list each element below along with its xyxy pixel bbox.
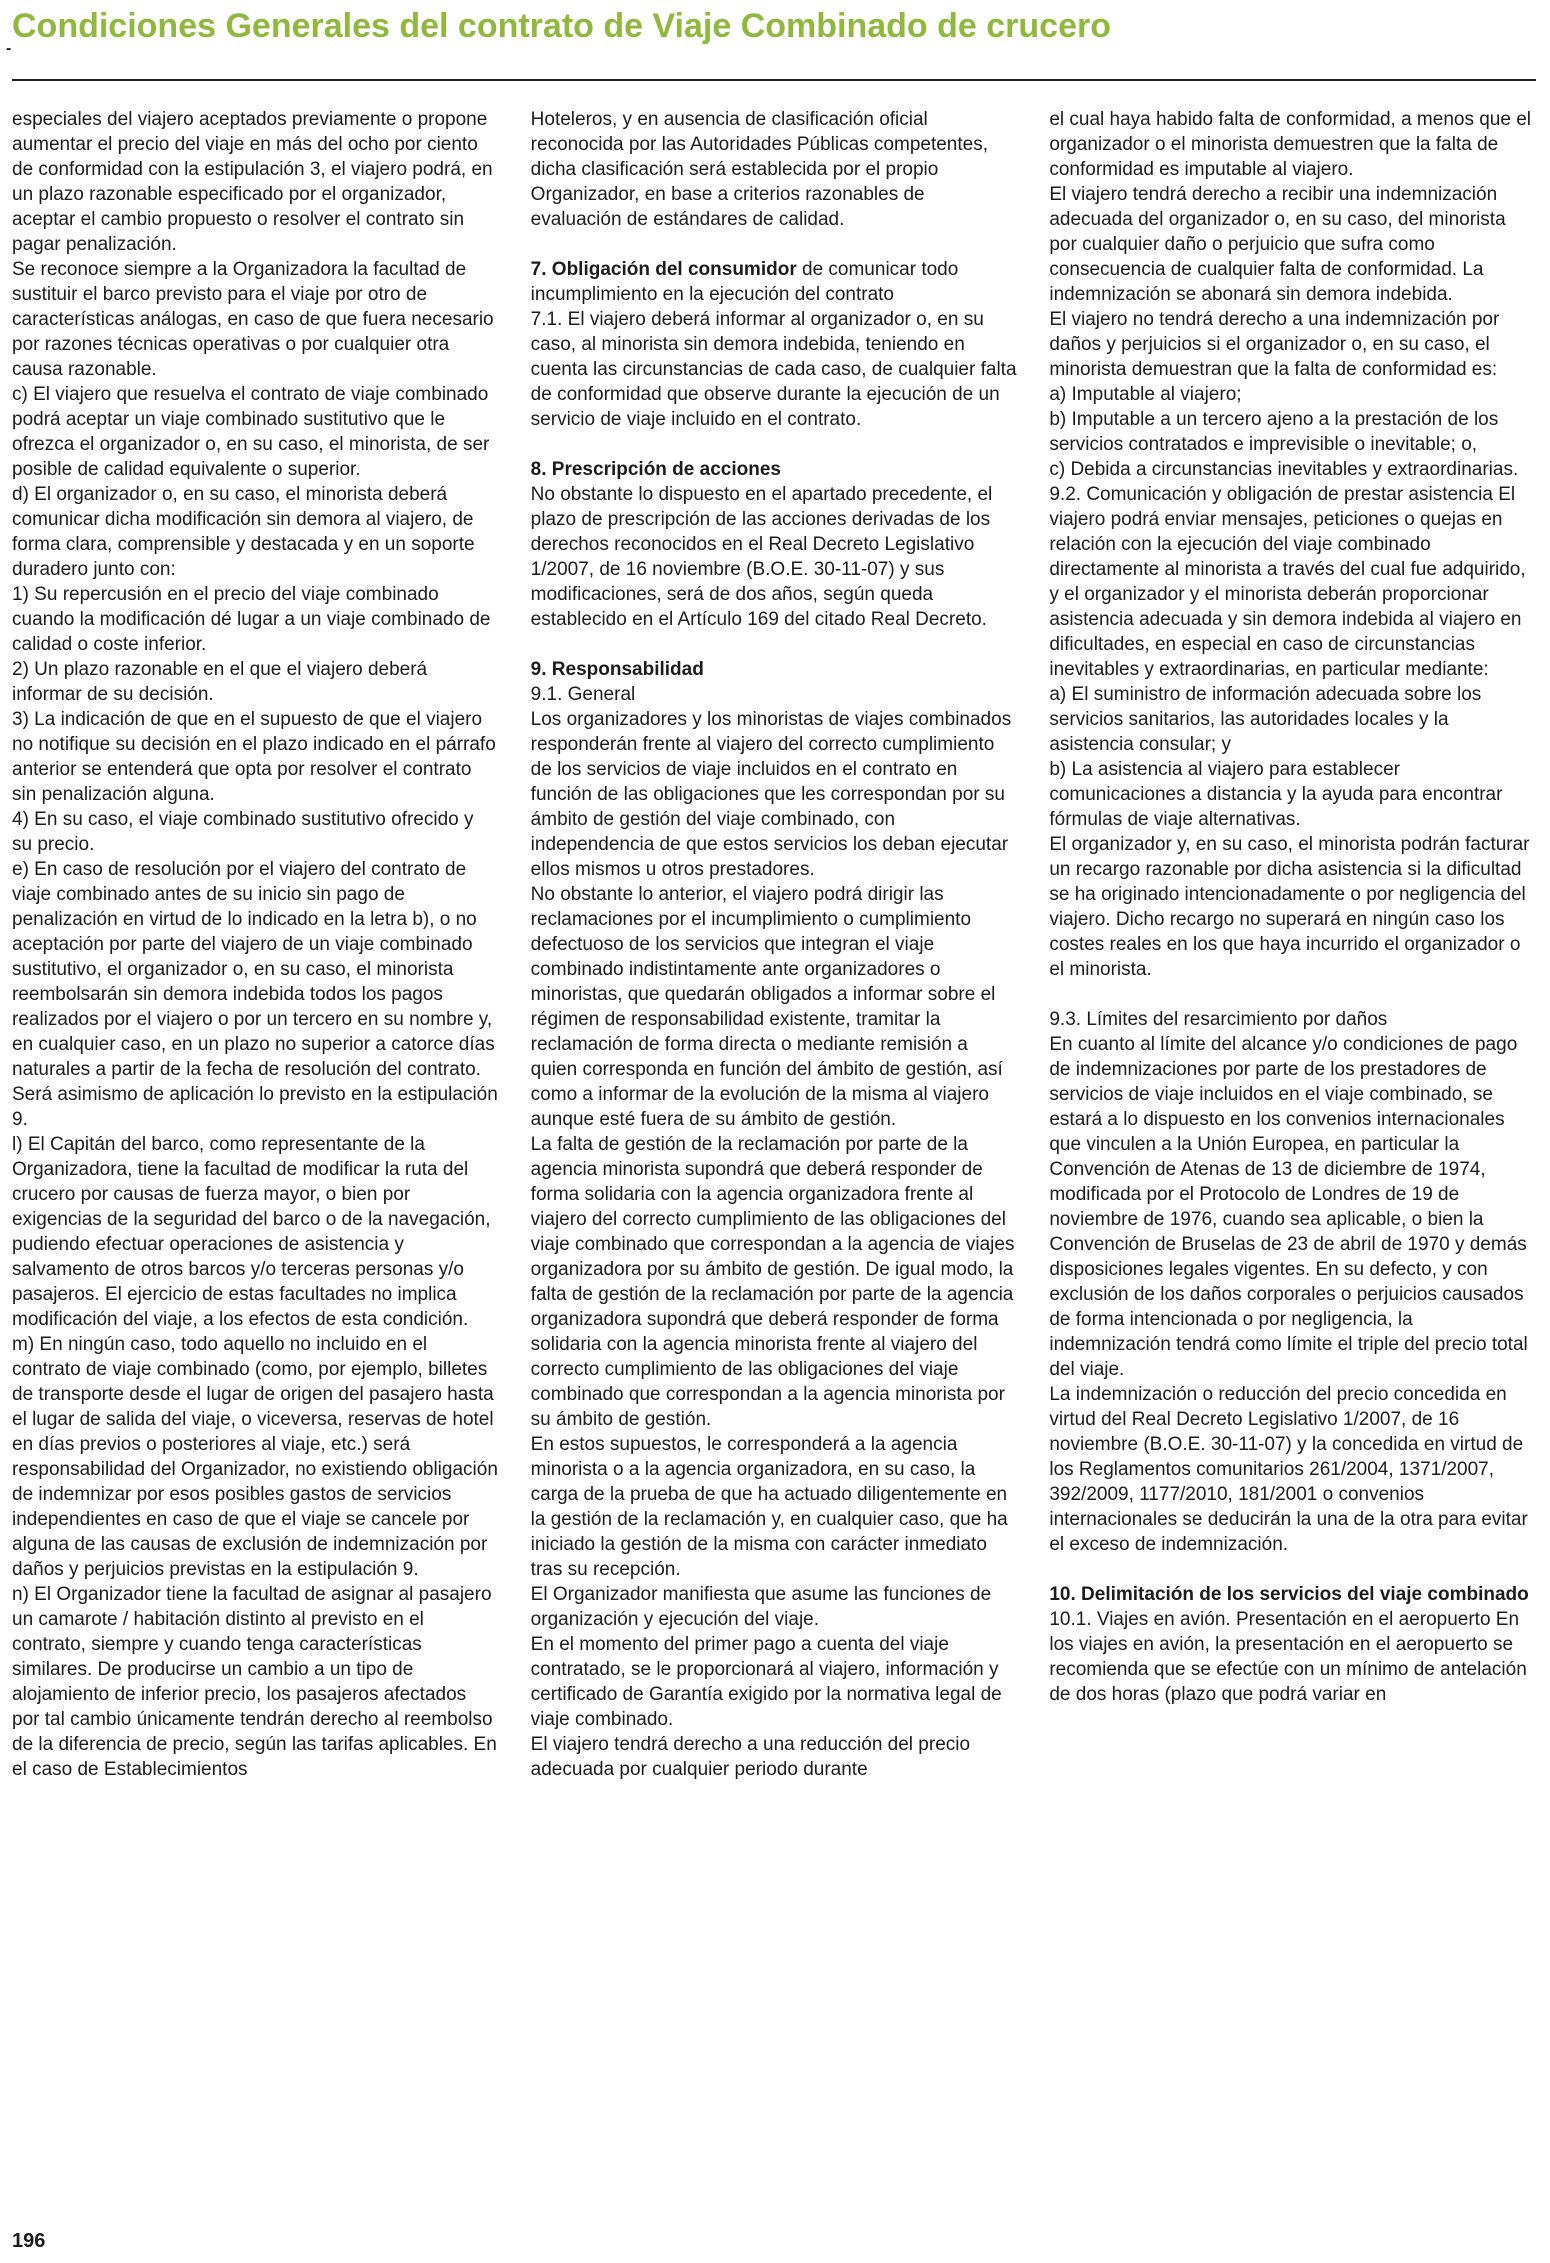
paragraph: n) El Organizador tiene la facultad de asignar al pasajero un camarote / habitación distinto al previsto en el contrato, siempre y cuando tenga características similares. De producirse un cambio a un tipo de alojamiento de inferior precio, los pasajeros afectados por tal cambio únicamente tendrán derecho al reembolso de la diferencia de precio, según las tarifas aplicables. En el caso de Establecimientos [12,1583,497,1780]
paragraph: c) Debida a circunstancias inevitables y extraordinarias. [1049,458,1519,480]
text-columns [12,107,1536,1782]
paragraph-gap [1049,1557,1536,1582]
section-heading: 7. Obligación del consumidor [530,258,797,280]
paragraph-gap [531,232,1018,257]
margin-dash: - [6,40,12,57]
paragraph: 9.1. General [530,683,636,705]
page-header [6,6,1536,57]
paragraph: b) Imputable a un tercero ajeno a la prestación de los servicios contratados e imprevisible o inevitable; o, [1049,408,1499,455]
paragraph: 1) Su repercusión en el precio del viaje combinado cuando la modificación dé lugar a un viaje combinado de calidad o coste inferior. [12,583,491,655]
paragraph: d) El organizador o, en su caso, el minorista deberá comunicar dicha modificación sin demora al viajero, de forma clara, comprensible y destacada y en un soporte duradero junto con: [12,483,475,580]
paragraph-gap [531,432,1018,457]
paragraph: 4) En su caso, el viaje combinado sustitutivo ofrecido y su precio. [12,808,474,855]
header-rule [12,79,1536,81]
paragraph: 2) Un plazo razonable en el que el viajero deberá informar de su decisión. [12,658,428,705]
page-number: 196 [12,2230,46,2252]
section-heading: 10. Delimitación de los servicios del viaje combinado [1049,1583,1529,1605]
paragraph: e) En caso de resolución por el viajero del contrato de viaje combinado antes de su inicio sin pago de penalización en virtud de lo indicado en la letra b), o no aceptación por parte del viajero de un viaje combinado sustitutivo, el organizador o, en su caso, el minorista reembolsarán sin demora indebida todos los pagos realizados por el viajero o por un tercero en su nombre y, en cualquier caso, en un plazo no superior a catorce días naturales a partir de la fecha de resolución del contrato. Será asimismo de aplicación lo previsto en la estipulación 9. [12,858,498,1130]
paragraph-gap [531,632,1018,657]
paragraph: 9.3. Límites del resarcimiento por daños [1049,1008,1388,1030]
paragraph: 10.1. Viajes en avión. Presentación en el aeropuerto En los viajes en avión, la presentación en el aeropuerto se recomienda que se efectúe con un mínimo de antelación de dos horas (plazo que podrá variar en [1049,1608,1527,1705]
text-column-2 [531,107,1018,1782]
paragraph: c) El viajero que resuelva el contrato de viaje combinado podrá aceptar un viaje combinado sustitutivo que le ofrezca el organizador o, en su caso, el minorista, de ser posible de calidad equivalente o superior. [12,383,490,480]
paragraph: l) El Capitán del barco, como representante de la Organizadora, tiene la facultad de modificar la ruta del crucero por causas de fuerza mayor, o bien por exigencias de la seguridad del barco o de la navegación, pudiendo efectuar operaciones de asistencia y salvamento de otros barcos y/o terceras personas y/o pasajeros. El ejercicio de estas facultades no implica modificación del viaje, a los efectos de esta condición. [12,1133,491,1330]
paragraph: b) La asistencia al viajero para establecer comunicaciones a distancia y la ayuda para encontrar fórmulas de viaje alternativas. [1049,758,1503,830]
paragraph: a) El suministro de información adecuada sobre los servicios sanitarios, las autoridades locales y la asistencia consular; y [1049,683,1482,755]
paragraph-gap [1049,982,1536,1007]
text-column-1 [12,107,499,1782]
paragraph [531,657,1018,682]
paragraph: El organizador y, en su caso, el minorista podrán facturar un recargo razonable por dicha asistencia si la dificultad se ha originado intencionadamente o por negligencia del viajero. Dicho recargo no superará en ningún caso los costes reales en los que haya incurrido el organizador o el minorista. [1049,833,1530,980]
paragraph: Hoteleros, y en ausencia de clasificación oficial reconocida por las Autoridades Públicas competentes, dicha clasificación será establecida por el propio Organizador, en base a criterios razonables de evaluación de estándares de calidad. [530,108,988,230]
paragraph: 3) La indicación de que en el supuesto de que el viajero no notifique su decisión en el plazo indicado en el párrafo anterior se entenderá que opta por resolver el contrato sin penalización alguna. [12,708,496,805]
paragraph: No obstante lo anterior, el viajero podrá dirigir las reclamaciones por el incumplimiento o cumplimiento defectuoso de los servicios que integran el viaje combinado indistintamente ante organizadores o minoristas, que quedarán obligados a informar sobre el régimen de responsabilidad existente, tramitar la reclamación de forma directa o mediante remisión a quien corresponda en función del ámbito de gestión, así como a informar de la evolución de la misma al viajero aunque esté fuera de su ámbito de gestión. [530,883,1003,1130]
paragraph: a) Imputable al viajero; [1049,383,1242,405]
paragraph [1049,1582,1536,1607]
paragraph: Los organizadores y los minoristas de viajes combinados responderán frente al viajero del correcto cumplimiento de los servicios de viaje incluidos en el contrato en función de las obligaciones que les correspondan por su ámbito de gestión del viaje combinado, con independencia de que estos servicios los deban ejecutar ellos mismos u otros prestadores. [530,708,1012,880]
paragraph: especiales del viajero aceptados previamente o propone aumentar el precio del viaje en más del ocho por ciento de conformidad con la estipulación 3, el viajero podrá, en un plazo razonable especificado por el organizador, aceptar el cambio propuesto o resolver el contrato sin pagar penalización. [12,108,493,255]
text-column-3 [1049,107,1536,1782]
paragraph: La falta de gestión de la reclamación por parte de la agencia minorista supondrá que deberá responder de forma solidaria con la agencia organizadora frente al viajero del correcto cumplimiento de las obligaciones del viaje combinado que correspondan a la agencia de viajes organizadora por su ámbito de gestión. De igual modo, la falta de gestión de la reclamación por parte de la agencia organizadora supondrá que deberá responder de forma solidaria con la agencia minorista frente al viajero del correcto cumplimiento de las obligaciones del viaje combinado que correspondan a la agencia minorista por su ámbito de gestión. [530,1133,1015,1430]
paragraph: El viajero no tendrá derecho a una indemnización por daños y perjuicios si el organizador o, en su caso, el minorista demuestran que la falta de conformidad es: [1049,308,1500,380]
paragraph: 7. Obligación del consumidor de comunicar todo incumplimiento en la ejecución del contrato [530,258,959,305]
paragraph [531,457,1018,482]
paragraph: 7.1. El viajero deberá informar al organizador o, en su caso, al minorista sin demora indebida, teniendo en cuenta las circunstancias de cada caso, de cualquier falta de conformidad que observe durante la ejecución de un servicio de viaje incluido en el contrato. [530,308,1017,430]
paragraph: m) En ningún caso, todo aquello no incluido en el contrato de viaje combinado (como, por ejemplo, billetes de transporte desde el lugar de origen del pasajero hasta el lugar de salida del viaje, o viceversa, reservas de hotel en días previos o posteriores al viaje, etc.) será responsabilidad del Organizador, no existiendo obligación de indemnizar por esos posibles gastos de servicios independientes en caso de que el viaje se cancele por alguna de las causas de exclusión de indemnización por daños y perjuicios previstas en la estipulación 9. [12,1333,498,1580]
section-heading: 9. Responsabilidad [530,658,704,680]
page-footer [12,2230,45,2253]
paragraph: El viajero tendrá derecho a una reducción del precio adecuada por cualquier periodo durante [530,1733,971,1780]
paragraph: el cual haya habido falta de conformidad, a menos que el organizador o el minorista demuestren que la falta de conformidad es imputable al viajero. [1049,108,1531,180]
paragraph: En cuanto al límite del alcance y/o condiciones de pago de indemnizaciones por parte de los prestadores de servicios de viaje incluidos en el viaje combinado, se estará a lo dispuesto en los convenios internacionales que vinculen a la Unión Europea, en particular la Convención de Atenas de 13 de diciembre de 1974, modificada por el Protocolo de Londres de 19 de noviembre de 1976, cuando sea aplicable, o bien la Convención de Bruselas de 23 de abril de 1970 y demás disposiciones legales vigentes. En su defecto, y con exclusión de los daños corporales o perjuicios causados de forma intencionada o por negligencia, la indemnización tendrá como límite el triple del precio total del viaje. [1049,1033,1528,1380]
paragraph: En estos supuestos, le corresponderá a la agencia minorista o a la agencia organizadora, en su caso, la carga de la prueba de que ha actuado diligentemente en la gestión de la reclamación y, en cualquier caso, que ha iniciado la gestión de la misma con carácter inmediato tras su recepción. [530,1433,1008,1580]
page-title: Condiciones Generales del contrato de Viaje Combinado de crucero [12,7,1111,45]
paragraph: La indemnización o reducción del precio concedida en virtud del Real Decreto Legislativo 1/2007, de 16 noviembre (B.O.E. 30-11-07) y la concedida en virtud de los Reglamentos comunitarios 261/2004, 1371/2007, 392/2009, 1177/2010, 181/2001 o convenios internacionales se deducirán la una de la otra para evitar el exceso de indemnización. [1049,1383,1528,1555]
section-heading: 8. Prescripción de acciones [530,458,781,480]
paragraph: No obstante lo dispuesto en el apartado precedente, el plazo de prescripción de las acciones derivadas de los derechos reconocidos en el Real Decreto Legislativo 1/2007, de 16 noviembre (B.O.E. 30-11-07) y sus modificaciones, será de dos años, según queda establecido en el Artículo 169 del citado Real Decreto. [530,483,993,630]
paragraph: Se reconoce siempre a la Organizadora la facultad de sustituir el barco previsto para el viaje por otro de características análogas, en caso de que fuera necesario por razones técnicas operativas o por cualquier otra causa razonable. [12,258,494,380]
paragraph: El viajero tendrá derecho a recibir una indemnización adecuada del organizador o, en su caso, del minorista por cualquier daño o perjuicio que sufra como consecuencia de cualquier falta de conformidad. La indemnización se abonará sin demora indebida. [1049,183,1506,305]
paragraph: El Organizador manifiesta que asume las funciones de organización y ejecución del viaje. [530,1583,992,1630]
paragraph: 9.2. Comunicación y obligación de prestar asistencia El viajero podrá enviar mensajes, peticiones o quejas en relación con la ejecución del viaje combinado directamente al minorista a través del cual fue adquirido, y el organizador y el minorista deberán proporcionar asistencia adecuada y sin demora indebida al viajero en dificultades, en especial en caso de circunstancias inevitables y extraordinarias, en particular mediante: [1049,483,1526,680]
paragraph: En el momento del primer pago a cuenta del viaje contratado, se le proporcionará al viajero, información y certificado de Garantía exigido por la normativa legal de viaje combinado. [530,1633,1002,1730]
